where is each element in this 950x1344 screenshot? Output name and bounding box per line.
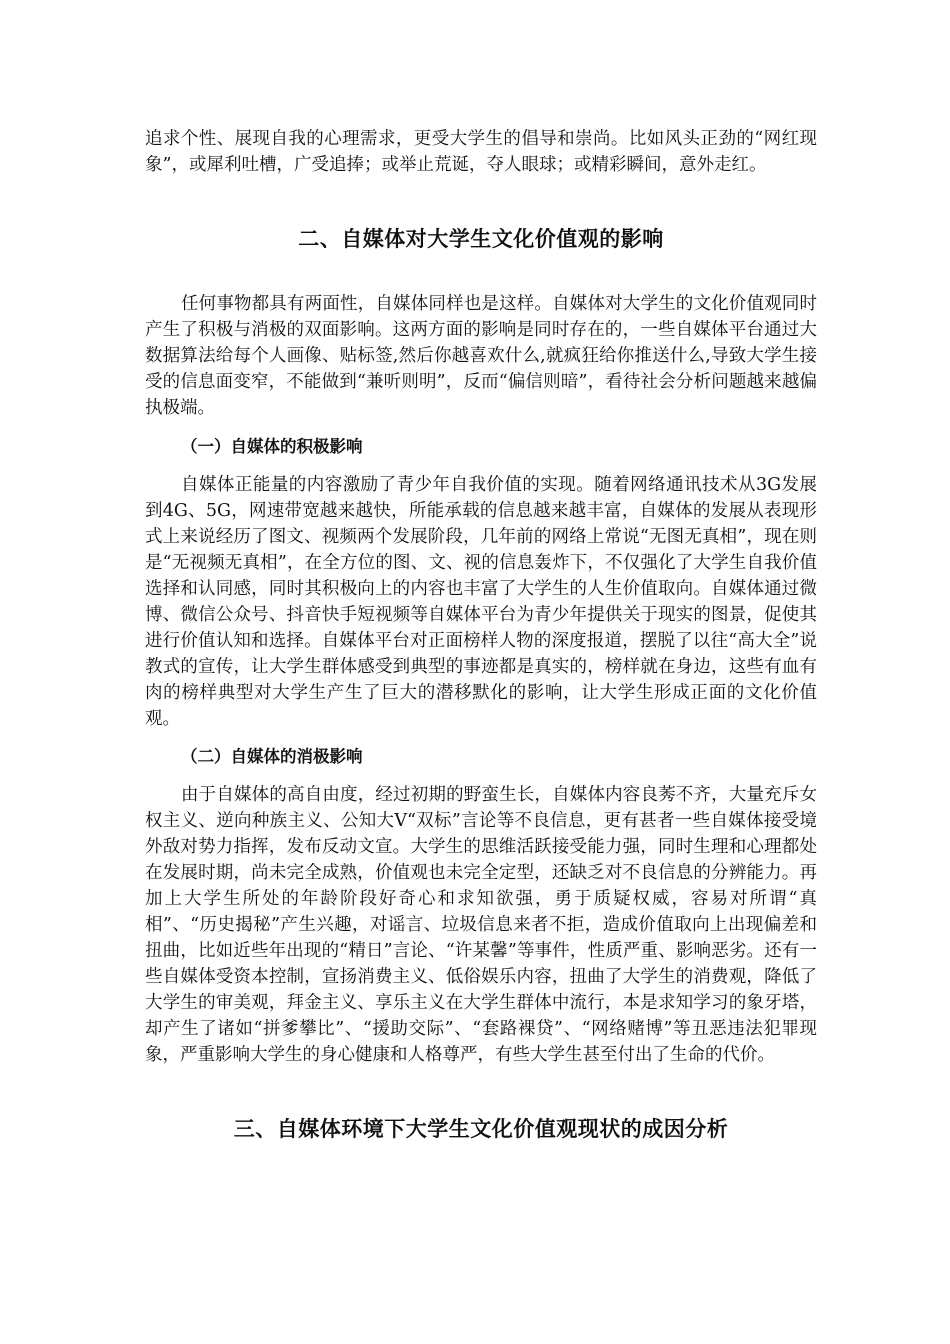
section-heading-2: 二、自媒体对大学生文化价值观的影响: [298, 227, 664, 251]
paragraph-positive-impact: 自媒体正能量的内容激励了青少年自我价值的实现。随着网络通讯技术从3G发展到4G、5G，网速带宽越来越快，所能承载的信息越来越丰富，自媒体的发展从表现形式上来说经历了图文、视频两个发展阶段，几年前的网络上常说“无图无真相”，现在则是“无视频无真相”，在全方位的图、文、视的信息轰炸下，不仅强化了大学生自我价值选择和认同感，同时其积极向上的内容也丰富了大学生的人生价值取向。自媒体通过微博、微信公众号、抖音快手短视频等自媒体平台为青少年提供关于现实的图景，促使其进行价值认知和选择。自媒体平台对正面榜样人物的深度报道，摆脱了以往“高大全”说教式的宣传，让大学生群体感受到典型的事迹都是真实的，榜样就在身边，这些有血有肉的榜样典型对大学生产生了巨大的潜移默化的影响，让大学生形成正面的文化价值观。: [145, 475, 817, 729]
subheading-positive-impact: （一）自媒体的积极影响: [181, 437, 363, 456]
paragraph-two-sides: 任何事物都具有两面性，自媒体同样也是这样。自媒体对大学生的文化价值观同时产生了积极与消极的双面影响。这两方面的影响是同时存在的，一些自媒体平台通过大数据算法给每个人画像、贴标签,然后你越喜欢什么,就疯狂给你推送什么,导致大学生接受的信息面变窄，不能做到“兼听则明”，反而“偏信则暗”，看待社会分析问题越来越偏执极端。: [145, 294, 817, 418]
paragraph-intro-continuation: 追求个性、展现自我的心理需求，更受大学生的倡导和崇尚。比如风头正劲的“网红现象”，或犀利吐槽，广受追捧；或举止荒诞，夺人眼球；或精彩瞬间，意外走红。: [145, 129, 817, 175]
subheading-negative-impact: （二）自媒体的消极影响: [181, 747, 363, 766]
document-page: [145, 0, 817, 1143]
paragraph-negative-impact: 由于自媒体的高自由度，经过初期的野蛮生长，自媒体内容良莠不齐，大量充斥女权主义、逆向种族主义、公知大V“双标”言论等不良信息，更有甚者一些自媒体接受境外敌对势力指挥，发布反动文宣。大学生的思维活跃接受能力强，同时生理和心理都处在发展时期，尚未完全成熟，价值观也未完全定型，还缺乏对不良信息的分辨能力。再加上大学生所处的年龄阶段好奇心和求知欲强，勇于质疑权威，容易对所谓“真相”、“历史揭秘”产生兴趣，对谣言、垃圾信息来者不拒，造成价值取向上出现偏差和扭曲，比如近些年出现的“精日”言论、“许某馨”等事件，性质严重、影响恶劣。还有一些自媒体受资本控制，宣扬消费主义、低俗娱乐内容，扭曲了大学生的消费观，降低了大学生的审美观，拜金主义、享乐主义在大学生群体中流行，本是求知学习的象牙塔，却产生了诸如“拼爹攀比”、“援助交际”、“套路裸贷”、“网络赌博”等丑恶违法犯罪现象，严重影响大学生的身心健康和人格尊严，有些大学生甚至付出了生命的代价。: [145, 785, 817, 1065]
section-heading-3: 三、自媒体环境下大学生文化价值观现状的成因分析: [233, 1117, 729, 1141]
